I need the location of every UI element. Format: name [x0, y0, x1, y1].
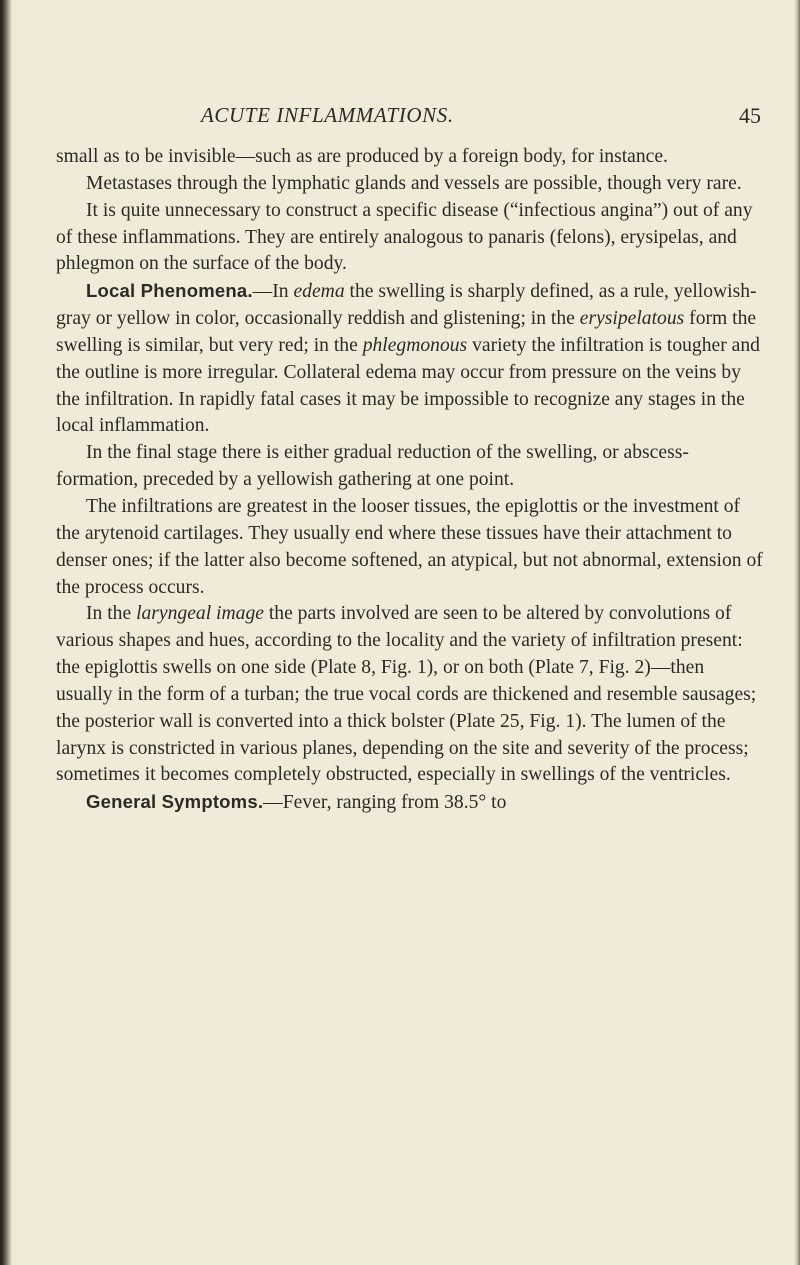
- paragraph-specific-disease: [56, 198, 764, 279]
- text-run: In the: [86, 603, 137, 625]
- running-head: ACUTE INFLAMMATIONS.: [201, 103, 454, 127]
- paragraph-laryngeal-image: [56, 601, 764, 789]
- paragraph-text: It is quite unnecessary to construct a specific disease (“infectious angina”) out of any of these inflammations. They are entirely analogous to panaris (felons), erysipelas, and phlegmon on the surface of the body.: [56, 199, 753, 275]
- text-run: —Fever, ranging from 38.5° to: [263, 792, 507, 814]
- paragraph-local-phenomena: [56, 278, 764, 440]
- page-number: 45: [739, 103, 761, 128]
- paragraph-final-stage: [56, 440, 764, 494]
- paragraph-text: In the final stage there is either gradual reduction of the swelling, or abscess-formation, preceded by a yellowish gathering at one point.: [56, 442, 689, 491]
- italic-term-erysipelatous: erysipelatous: [579, 308, 685, 330]
- paragraph-continuation: [56, 144, 764, 171]
- body-text: [56, 144, 764, 817]
- paragraph-metastases: [56, 171, 764, 198]
- italic-term-laryngeal-image: laryngeal image: [136, 603, 264, 625]
- paragraph-text: small as to be invisible—such as are produced by a foreign body, for instance.: [56, 146, 668, 167]
- paragraph-text: Metastases through the lymphatic glands and vessels are possible, though very rare.: [86, 172, 742, 194]
- italic-term-phlegmonous: phlegmonous: [362, 334, 468, 356]
- text-run: —In: [252, 281, 294, 303]
- page-right-edge: [794, 0, 800, 1265]
- paragraph-text: The infiltrations are greatest in the looser tissues, the epiglottis or the investment of the arytenoid cartilages. They usually end where these tissues have their attachment to denser ones; if the latter also become softened, an atypical, but not abnormal, extension of the process occurs.: [56, 495, 763, 598]
- italic-term-edema: edema: [293, 281, 345, 303]
- section-heading-local-phenomena: Local Phenomena.: [86, 280, 253, 302]
- text-run: the parts involved are seen to be altered by convolutions of various shapes and hues, according to the locality and the variety of infiltration present: the epiglottis swells on one side (Plate 8, Fig. 1), or on both (Plate 7, Fig. 2)—then usually in the form of a turban; the true vocal cords are thickened and resemble sausages; the posterior wall is converted into a thick bolster (Plate 25, Fig. 1). The lumen of the larynx is constricted in various planes, depending on the site and severity of the process; sometimes it becomes completely obstructed, especially in swellings of the ventricles.: [56, 603, 757, 786]
- text-run: form the swelling is similar, but very red; in the: [56, 308, 757, 356]
- paragraph-infiltrations: [56, 494, 764, 601]
- text-run: the swelling is sharply defined, as a rule, yellowish-gray or yellow in color, occasionally reddish and glistening; in the: [56, 281, 757, 330]
- text-run: variety the infiltration is tougher and the outline is more irregular. Collateral edema may occur from pressure on the veins by the infiltration. In rapidly fatal cases it may be impossible to recognize any stages in the local inflammation.: [56, 334, 760, 437]
- book-binding-edge: [0, 0, 12, 1265]
- paragraph-general-symptoms: [56, 789, 764, 817]
- page-header: [201, 103, 761, 135]
- section-heading-general-symptoms: General Symptoms.: [86, 791, 264, 813]
